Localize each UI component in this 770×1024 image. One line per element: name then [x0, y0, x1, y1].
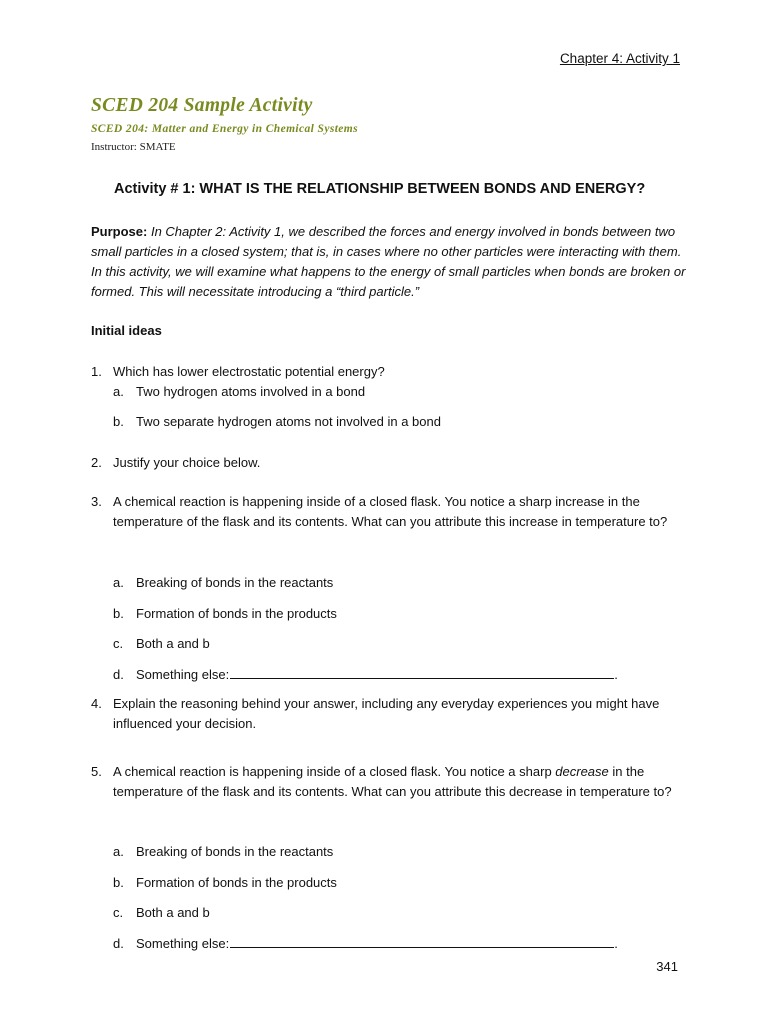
q5-option-d-label: Something else: [136, 936, 230, 951]
purpose-label: Purpose: [91, 224, 148, 239]
q3-option-d-label: Something else: [136, 667, 230, 682]
q5-c-letter: c. [113, 905, 124, 920]
q5-text-emphasis: decrease [555, 764, 609, 779]
q5-text-post: in the temperature of the flask and its contents. What can you attribute this decrease in temperature to? [113, 764, 672, 799]
q5-text-pre: A chemical reaction is happening inside of a closed flask. You notice a sharp [113, 764, 556, 779]
q5-option-c: Both a and b [136, 905, 210, 920]
q1-option-b: Two separate hydrogen atoms not involved in a bond [136, 414, 441, 429]
q3-option-c: Both a and b [136, 636, 210, 651]
activity-heading: Activity # 1: WHAT IS THE RELATIONSHIP BETWEEN BONDS AND ENERGY? [114, 181, 646, 197]
q3-option-d-end: . [614, 667, 618, 682]
q4-number: 4. [91, 696, 102, 711]
instructor-line: Instructor: SMATE [91, 141, 176, 153]
q1-number: 1. [91, 364, 102, 379]
q5-option-d-end: . [614, 936, 618, 951]
q5-option-a: Breaking of bonds in the reactants [136, 844, 334, 859]
q1-b-letter: b. [113, 414, 124, 429]
course-title: SCED 204 Sample Activity [91, 95, 313, 116]
q1-text: Which has lower electrostatic potential energy? [113, 364, 385, 379]
course-subtitle: SCED 204: Matter and Energy in Chemical Systems [91, 123, 359, 135]
q4-text: Explain the reasoning behind your answer, including any everyday experiences you might have influenced your decision. [113, 696, 660, 731]
initial-ideas-heading: Initial ideas [91, 323, 162, 338]
q3-number: 3. [91, 494, 102, 509]
q3-a-letter: a. [113, 575, 124, 590]
q5-answer-blank[interactable] [230, 936, 614, 948]
q5-a-letter: a. [113, 844, 124, 859]
q2-number: 2. [91, 455, 102, 470]
q5-option-d [136, 936, 618, 951]
chapter-header: Chapter 4: Activity 1 [559, 51, 680, 66]
q3-option-d [136, 667, 618, 682]
purpose-text: In Chapter 2: Activity 1, we described the forces and energy involved in bonds between two small particles in a closed system; that is, in cases where no other particles were interacting with them. In this activity, we will examine what happens to the energy of small particles when bonds are broken or formed. This will necessitate introducing a “third particle.” [91, 224, 686, 299]
q1-option-a: Two hydrogen atoms involved in a bond [136, 384, 366, 399]
q2-text: Justify your choice below. [113, 455, 261, 470]
purpose-paragraph [91, 222, 691, 302]
q3-answer-blank[interactable] [230, 667, 614, 679]
q5-number: 5. [91, 764, 102, 779]
q3-option-b: Formation of bonds in the products [136, 606, 337, 621]
q3-c-letter: c. [113, 636, 124, 651]
q1-a-letter: a. [113, 384, 124, 399]
q3-option-a: Breaking of bonds in the reactants [136, 575, 334, 590]
q3-text: A chemical reaction is happening inside of a closed flask. You notice a sharp increase in the temperature of the flask and its contents. What can you attribute this increase in temperature to? [113, 494, 668, 529]
q3-b-letter: b. [113, 606, 124, 621]
q3-d-letter: d. [113, 667, 124, 682]
q5-d-letter: d. [113, 936, 124, 951]
q5-option-b: Formation of bonds in the products [136, 875, 337, 890]
q5-b-letter: b. [113, 875, 124, 890]
page-number: 341 [656, 959, 678, 974]
q5-text [113, 762, 688, 802]
